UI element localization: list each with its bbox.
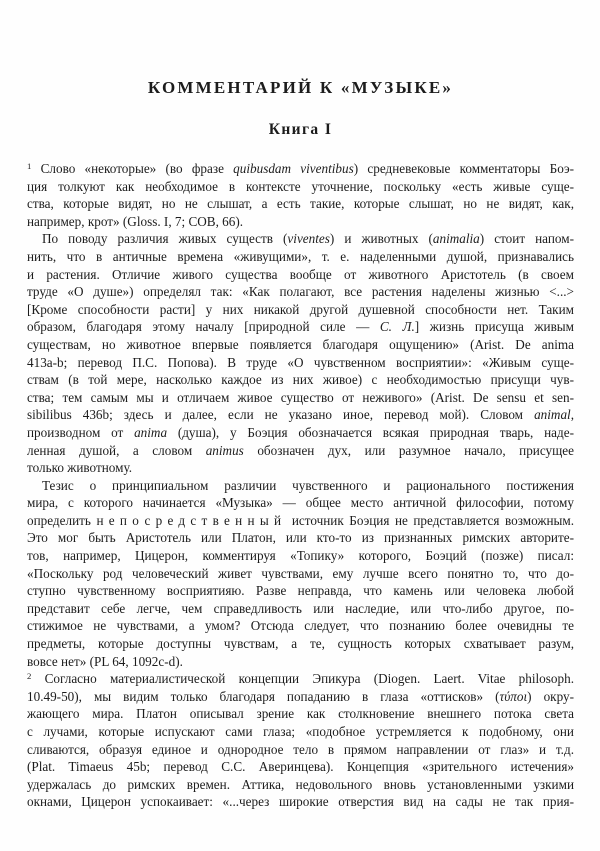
text-line <box>27 354 574 372</box>
text-run: и растения. Отличие живого существа вообще от животного Аристотель (в своем <box>27 266 574 282</box>
text-line <box>27 442 574 460</box>
text-run: ) и животных ( <box>329 231 433 247</box>
text-run: 413a-b; перевод П.С. Попова). В труде «О чувственном восприятии»: «Живым суще- <box>27 354 574 370</box>
text-line <box>27 195 574 213</box>
footnote-marker: 1 <box>27 161 32 172</box>
text-line <box>27 688 574 706</box>
text-run: С. Л. <box>379 319 415 335</box>
text-line <box>27 723 574 741</box>
text-run: жающего мира. Платон описывал зрение как столкновение внешнего потока света <box>27 706 574 722</box>
text-run: источник Боэция не представляется возможным. <box>286 512 574 528</box>
text-run: сливаются, образуя единое и однородное тело в прямом направлении от глаз» и т.д. <box>27 741 574 757</box>
text-run: animal <box>534 407 571 423</box>
text-line <box>27 529 574 547</box>
text-run: sibilibus 436b; здесь и далее, если не указано иное, перевод мой). Словом <box>27 407 535 423</box>
text-line <box>27 617 574 635</box>
text-line <box>27 635 574 653</box>
text-line <box>27 371 574 389</box>
text-line <box>27 459 574 477</box>
text-line <box>27 248 574 266</box>
text-run: ) средневековые комментаторы Боэ- <box>353 161 574 176</box>
text-run: непосредственный <box>96 512 287 528</box>
text-run: ствам (в той мере, насколько каждое из них живое) с необходимостью присущи чув- <box>27 372 574 388</box>
text-run: По поводу различия живых существ ( <box>42 231 288 247</box>
text-line <box>27 424 574 442</box>
text-run: ) стоит напом- <box>479 231 574 247</box>
footnote-paragraph <box>27 670 574 811</box>
text-line <box>27 653 574 671</box>
page-title: КОММЕНТАРИЙ К «МУЗЫКЕ» <box>147 78 454 97</box>
text-line <box>27 318 574 336</box>
text-line <box>27 301 574 319</box>
text-line <box>27 160 574 178</box>
text-run: Слово «некоторые» (во фразе <box>31 161 234 176</box>
text-run: окнами, Цицерон успокаивает: «...через широкие отверстия вид на сады не так прия- <box>27 794 574 810</box>
text-run: труде «О душе») определял так: «Как полагают, все растения наделены жизнью <...> <box>27 284 574 300</box>
text-run: animalia <box>432 231 480 247</box>
text-run: Согласно материалистической концепции Эпикура (Diogen. Laert. Vitae philosoph. <box>31 671 574 687</box>
text-run: viventes <box>287 231 330 247</box>
text-line <box>27 547 574 565</box>
text-line <box>27 213 574 231</box>
text-run: нить, что в античные времена «живущими», т. е. наделенными душой, признавались <box>27 248 574 264</box>
text-run: ства; тем самым мы и отличаем живое существо от неживого» (Arist. De sensu et sen- <box>27 389 574 405</box>
footnote-marker: 2 <box>27 671 32 682</box>
text-run: ) окру- <box>527 688 574 704</box>
text-line <box>27 582 574 600</box>
text-run: тов, например, Цицерон, комментируя «Топику» которого, Боэций (позже) писал: <box>27 548 574 564</box>
text-run: мира, с которого начинается «Музыка» — общее место античной философии, потому <box>27 495 574 511</box>
text-line <box>27 600 574 618</box>
text-run: quibusdam viventibus <box>233 161 354 176</box>
text-run: ступно чувственному восприятияю. Разве неправда, что камень или человека любой <box>27 583 574 599</box>
paragraph <box>27 230 574 476</box>
text-run: производном от <box>27 424 135 440</box>
text-line <box>27 230 574 248</box>
text-line <box>27 565 574 583</box>
paragraph <box>27 477 574 671</box>
book-subtitle: Книга I <box>268 121 333 138</box>
text-line <box>27 494 574 512</box>
text-run: только животному. <box>27 460 133 476</box>
text-run: стижимое не чувствами, а умом? Отсюда следует, что познанию более очевидны те <box>27 618 574 634</box>
text-line <box>27 758 574 776</box>
text-line <box>27 266 574 284</box>
text-run: образом, благодаря этому началу [природной силе — <box>27 319 380 335</box>
text-run: с лучами, которые испускают сами глаза; «подобное устремляется к подобному, они <box>27 724 574 739</box>
text-line <box>27 741 574 759</box>
text-run: удержалась до римских времен. Аттика, недовольного вновь установленными узкими <box>27 776 574 792</box>
text-run: (Plat. Timaeus 45b; перевод С.С. Аверинцева). Концепция «зрительного истечения» <box>27 759 574 775</box>
text-run: 10.49-50), мы видим только благодаря попаданию в глаза «оттисков» ( <box>27 688 500 704</box>
text-run: animus <box>205 442 244 458</box>
text-run: ленная душой, а словом <box>27 442 206 458</box>
text-line <box>27 283 574 301</box>
text-run: ства, которые видят, но не слышат, а есть такие, которые слышат, но не видят, как, <box>27 196 574 212</box>
text-run: вовсе нет» (PL 64, 1092c-d). <box>27 653 183 669</box>
text-run: например, крот» (Gloss. I, 7; COB, 66). <box>27 213 244 229</box>
text-run: τύποι <box>499 688 528 704</box>
text-line <box>27 670 574 688</box>
text-run: «Поскольку род человеческий живет чувствами, ему лучше всего понятно то, что до- <box>27 565 574 581</box>
text-block <box>27 160 574 811</box>
text-line <box>27 776 574 794</box>
text-line <box>27 406 574 424</box>
text-run: обозначен дух, или разумное начало, присущее <box>243 442 574 458</box>
text-line <box>27 793 574 811</box>
text-run: Тезис о принципиальном различии чувственного и рационального постижения <box>42 477 574 493</box>
text-run: Это мог быть Аристотель или Платон, или кто-то из признанных римских авторите- <box>27 530 574 546</box>
text-run: ] жизнь присуща живым <box>414 319 574 335</box>
text-line <box>27 705 574 723</box>
text-run: существам, но животное впервые появляется благодаря ощущению» (Arist. De anima <box>27 336 574 352</box>
text-run: представит себе легче, чем справедливость или наследие, или что-либо другое, по- <box>27 600 574 616</box>
text-line <box>27 477 574 495</box>
text-run: (душа), у Боэция обозначается всякая природная тварь, наде- <box>167 424 574 440</box>
text-line <box>27 512 574 530</box>
text-run: [Кроме способности расти] у них никакой другой душевной способности нет. Таким <box>27 301 574 317</box>
text-run: определить <box>27 512 97 528</box>
text-line <box>27 178 574 196</box>
text-line <box>27 336 574 354</box>
text-run: предметы, которые доступны чувствам, а те, сущность которых схватывает разум, <box>27 636 574 652</box>
footnote-paragraph <box>27 160 574 230</box>
text-run: , <box>570 407 574 423</box>
text-run: ция толкуют как необходимое в контексте уточнение, поскольку «есть живые суще- <box>27 178 574 194</box>
text-line <box>27 389 574 407</box>
text-run: anima <box>134 424 168 440</box>
